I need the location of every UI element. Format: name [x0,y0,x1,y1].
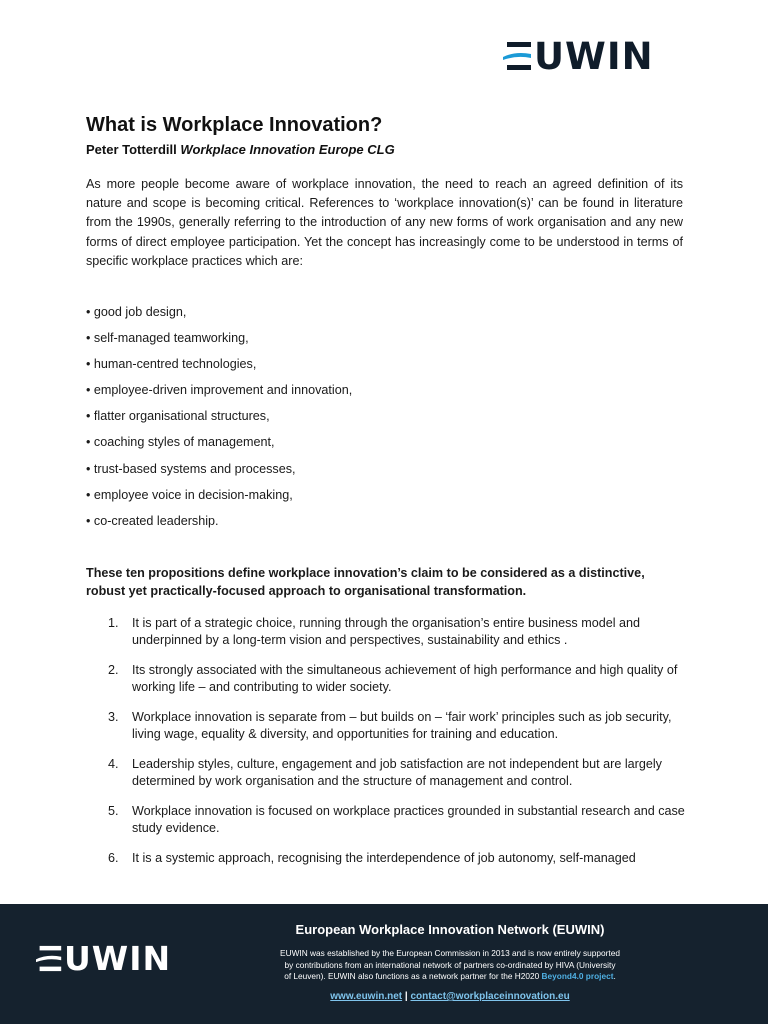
logo-wave-icon [503,41,533,71]
page-title: What is Workplace Innovation? [86,114,383,136]
proposition-number: 4. [108,757,119,771]
proposition-text: Workplace innovation is focused on workplace practices grounded in substantial research and case study evidence. [132,804,685,835]
proposition-text: Its strongly associated with the simultaneous achievement of high performance and high quality of working life – and contributing to wider society. [132,663,678,694]
euwin-logo-header [503,36,654,76]
page-footer [0,904,768,1024]
proposition-text: Leadership styles, culture, engagement and job satisfaction are not independent but are largely determined by work organisation and the structure of management and control. [132,757,662,788]
intro-paragraph: As more people become aware of workplace innovation, the need to reach an agreed definition of its nature and scope is becoming critical. References to ‘workplace innovation(s)’ can be found in literature from the 1990s, generally referring to the introduction of any new forms of work organisation and any new forms of direct employee participation. Yet the concept has increasingly come to be understood in terms of specific workplace practices which are: [86,177,683,268]
proposition-number: 6. [108,851,119,865]
logo-wave-icon [36,945,63,972]
footer-desc-line: by contributions from an international network of partners co-ordinated by HIVA (University [284,959,616,970]
author-name: Peter Totterdill [86,142,177,157]
website-link[interactable]: www.euwin.net [330,991,403,1002]
logo-wordmark: UWIN [64,938,172,978]
proposition-text: It is part of a strategic choice, running through the organisation’s entire business model and underpinned by a long-term vision and perspectives, sustainability and ethics . [132,616,641,647]
email-link[interactable]: contact@workplaceinnovation.eu [410,991,570,1002]
list-item: • good job design, [86,305,187,319]
link-separator: | [402,991,411,1002]
footer-description [254,948,646,983]
list-item: • co-created leadership. [86,513,219,528]
footer-desc-line: of Leuven). EUWIN also functions as a network partner for the H2020 [284,971,542,981]
propositions-statement: These ten propositions define workplace innovation’s claim to be considered as a distinctive, robust yet practically-focused approach to organisational transformation. [86,566,645,598]
proposition-item [86,756,686,803]
proposition-text: It is a systemic approach, recognising the interdependence of job autonomy, self-managed [132,851,636,865]
author-organisation: Workplace Innovation Europe CLG [180,142,395,157]
footer-desc-line: EUWIN was established by the European Commission in 2013 and is now entirely supported [280,948,620,958]
logo-wordmark: UWIN [534,34,654,78]
list-item: • employee voice in decision-making, [86,487,293,502]
footer-title: European Workplace Innovation Network (EUWIN) [295,922,605,937]
proposition-number: 1. [108,616,119,630]
proposition-item [86,615,686,662]
list-item: • trust-based systems and processes, [86,461,296,476]
euwin-logo-footer [36,938,171,978]
proposition-number: 3. [108,710,119,724]
proposition-number: 5. [108,804,119,818]
proposition-item [86,709,686,756]
byline [86,142,395,157]
list-item: • employee-driven improvement and innovation, [86,383,353,398]
proposition-number: 2. [108,663,119,677]
proposition-item [86,662,686,709]
list-item: • human-centred technologies, [86,357,257,372]
practices-list [86,302,352,537]
list-item: • coaching styles of management, [86,435,275,450]
footer-links [258,991,642,1002]
proposition-text: Workplace innovation is separate from – but builds on – ‘fair work’ principles such as job security, living wage, equality & diversity, and opportunities for training and education. [132,710,672,741]
list-item: • flatter organisational structures, [86,409,270,424]
proposition-item [86,803,686,850]
footer-desc-end: . [613,971,616,981]
propositions-list [86,615,686,897]
list-item: • self-managed teamworking, [86,331,249,346]
project-highlight: Beyond4.0 project [541,971,614,981]
proposition-item [86,850,686,897]
